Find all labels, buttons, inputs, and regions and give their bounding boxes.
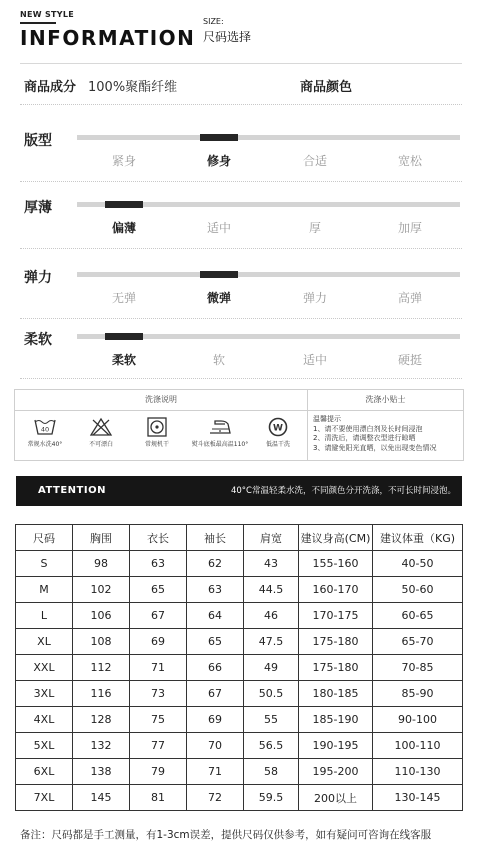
table-cell: 44.5 [244, 577, 299, 603]
table-cell: 7XL [16, 785, 73, 811]
no-bleach-caption: 不可漂白 [88, 441, 113, 448]
table-cell: XXL [16, 655, 73, 681]
wash-tips [313, 415, 436, 453]
no-bleach-icon [73, 417, 129, 448]
slider-option: 加厚 [397, 221, 422, 235]
tip-line: 温馨提示 [313, 415, 341, 423]
iron-icon [190, 417, 250, 448]
slider-option: 硬挺 [397, 353, 422, 367]
tip-line: 1、请不要使用漂白剂及长时间浸泡 [313, 424, 423, 433]
table-cell: 170-175 [299, 603, 373, 629]
table-row [16, 655, 463, 681]
header-cell: 建议身高(CM) [299, 525, 373, 551]
table-cell: 79 [130, 759, 187, 785]
color-label: 商品颜色 [300, 80, 353, 95]
size-select-label: 尺码选择 [203, 30, 252, 44]
measurement-note: 备注：尺码都是手工测量，有1-3cm误差，提供尺码仅供参考，如有疑问可咨询在线客服 [20, 829, 432, 841]
table-cell: 50-60 [373, 577, 463, 603]
slider-option: 高弹 [397, 291, 422, 305]
wash-heading: 洗涤说明 [15, 390, 307, 411]
tip-line: 3、请避免阳光直晒，以免出现变色情况 [313, 443, 437, 452]
table-cell: 200以上 [299, 785, 373, 811]
tag-underline [20, 22, 56, 24]
slider-option: 宽松 [397, 154, 422, 168]
table-cell: 69 [187, 707, 244, 733]
table-cell: 64 [187, 603, 244, 629]
attention-title: ATTENTION [38, 485, 106, 496]
wet-clean-icon [250, 417, 306, 448]
table-cell: 155-160 [299, 551, 373, 577]
table-cell: 71 [187, 759, 244, 785]
table-cell: 180-185 [299, 681, 373, 707]
table-cell: 60-65 [373, 603, 463, 629]
table-cell: 66 [187, 655, 244, 681]
table-cell: 106 [73, 603, 130, 629]
attention-text: 40°C常温轻柔水洗，不同颜色分开洗涤，不可长时间浸泡。 [230, 486, 456, 496]
table-cell: 50.5 [244, 681, 299, 707]
table-cell: 185-190 [299, 707, 373, 733]
table-cell: 70-85 [373, 655, 463, 681]
slider-track [77, 135, 460, 140]
table-cell: 65 [130, 577, 187, 603]
composition-value: 100%聚酯纤维 [88, 80, 178, 95]
table-cell: 62 [187, 551, 244, 577]
tumble-dry-icon [129, 417, 185, 448]
table-cell: 195-200 [299, 759, 373, 785]
table-cell: 58 [244, 759, 299, 785]
wash-instructions-box [14, 389, 464, 461]
new-style-tag: NEW STYLE [20, 10, 75, 19]
divider [20, 181, 462, 183]
table-cell: 116 [73, 681, 130, 707]
table-cell: L [16, 603, 73, 629]
table-cell: 69 [130, 629, 187, 655]
table-cell: 55 [244, 707, 299, 733]
table-cell: 138 [73, 759, 130, 785]
slider-label: 版型 [24, 133, 52, 149]
divider [20, 63, 462, 64]
table-cell: M [16, 577, 73, 603]
slider-option: 微弹 [206, 291, 231, 305]
tumble-dry-caption: 常规机干 [144, 441, 169, 448]
slider-option: 修身 [206, 154, 231, 168]
table-cell: 100-110 [373, 733, 463, 759]
table-cell: XL [16, 629, 73, 655]
tip-line: 2、清洗后，请调整衣型进行晾晒 [313, 434, 416, 442]
header-cell: 胸围 [73, 525, 130, 551]
header-cell: 尺码 [16, 525, 73, 551]
slider-indicator [200, 134, 238, 141]
slider-label: 柔软 [24, 332, 52, 348]
header-cell: 衣长 [130, 525, 187, 551]
divider [20, 248, 462, 250]
table-header [16, 525, 463, 551]
table-cell: S [16, 551, 73, 577]
wash-40-icon [17, 417, 73, 448]
wash-40-caption: 常规水洗40° [27, 441, 63, 448]
slider-option: 弹力 [302, 291, 327, 305]
slider-option: 厚 [308, 221, 321, 235]
slider-option: 适中 [302, 353, 327, 367]
table-cell: 46 [244, 603, 299, 629]
slider-option: 无弹 [111, 291, 136, 305]
table-cell: 85-90 [373, 681, 463, 707]
size-label: SIZE: [203, 17, 224, 26]
table-row [16, 785, 463, 811]
slider-option: 适中 [206, 221, 231, 235]
slider-indicator [105, 333, 143, 340]
divider [20, 104, 462, 106]
size-table [15, 524, 463, 811]
slider-label: 厚薄 [24, 200, 52, 216]
table-cell: 4XL [16, 707, 73, 733]
svg-text:W: W [273, 423, 283, 434]
composition-label: 商品成分 [24, 80, 77, 95]
table-cell: 63 [130, 551, 187, 577]
table-cell: 110-130 [373, 759, 463, 785]
header-cell: 建议体重（KG) [373, 525, 463, 551]
table-cell: 65-70 [373, 629, 463, 655]
table-cell: 3XL [16, 681, 73, 707]
table-cell: 67 [187, 681, 244, 707]
header-cell: 肩宽 [244, 525, 299, 551]
table-cell: 175-180 [299, 655, 373, 681]
slider-option: 紧身 [111, 154, 136, 168]
table-cell: 77 [130, 733, 187, 759]
table-cell: 63 [187, 577, 244, 603]
slider-option: 软 [212, 353, 225, 367]
table-cell: 175-180 [299, 629, 373, 655]
table-cell: 128 [73, 707, 130, 733]
divider [20, 378, 462, 380]
slider-indicator [105, 201, 143, 208]
wash-tips-heading: 洗涤小贴士 [308, 390, 463, 411]
table-row [16, 707, 463, 733]
table-cell: 56.5 [244, 733, 299, 759]
iron-caption: 熨斗底板最高温110° [191, 441, 249, 448]
table-cell: 75 [130, 707, 187, 733]
table-row [16, 759, 463, 785]
divider [20, 318, 462, 320]
page-title: INFORMATION [20, 26, 196, 50]
table-cell: 132 [73, 733, 130, 759]
table-cell: 145 [73, 785, 130, 811]
table-cell: 71 [130, 655, 187, 681]
wet-clean-caption: 低温干洗 [265, 441, 290, 448]
slider-option: 偏薄 [111, 221, 136, 235]
table-cell: 43 [244, 551, 299, 577]
table-cell: 70 [187, 733, 244, 759]
table-cell: 72 [187, 785, 244, 811]
table-cell: 102 [73, 577, 130, 603]
slider-indicator [200, 271, 238, 278]
table-cell: 108 [73, 629, 130, 655]
attention-banner [16, 476, 462, 506]
table-cell: 6XL [16, 759, 73, 785]
table-cell: 47.5 [244, 629, 299, 655]
table-row [16, 733, 463, 759]
slider-track [77, 272, 460, 277]
table-cell: 112 [73, 655, 130, 681]
table-cell: 160-170 [299, 577, 373, 603]
slider-label: 弹力 [24, 270, 52, 286]
table-row [16, 603, 463, 629]
table-cell: 59.5 [244, 785, 299, 811]
table-cell: 81 [130, 785, 187, 811]
table-cell: 5XL [16, 733, 73, 759]
svg-text:40: 40 [40, 425, 50, 434]
table-cell: 73 [130, 681, 187, 707]
table-cell: 90-100 [373, 707, 463, 733]
table-cell: 130-145 [373, 785, 463, 811]
table-cell: 49 [244, 655, 299, 681]
table-cell: 40-50 [373, 551, 463, 577]
table-cell: 190-195 [299, 733, 373, 759]
header-cell: 袖长 [187, 525, 244, 551]
table-cell: 65 [187, 629, 244, 655]
slider-option: 合适 [302, 154, 327, 168]
table-row [16, 681, 463, 707]
table-row [16, 551, 463, 577]
table-cell: 98 [73, 551, 130, 577]
wash-divider [307, 390, 308, 460]
table-cell: 67 [130, 603, 187, 629]
table-row [16, 629, 463, 655]
table-row [16, 577, 463, 603]
slider-option: 柔软 [111, 353, 136, 367]
